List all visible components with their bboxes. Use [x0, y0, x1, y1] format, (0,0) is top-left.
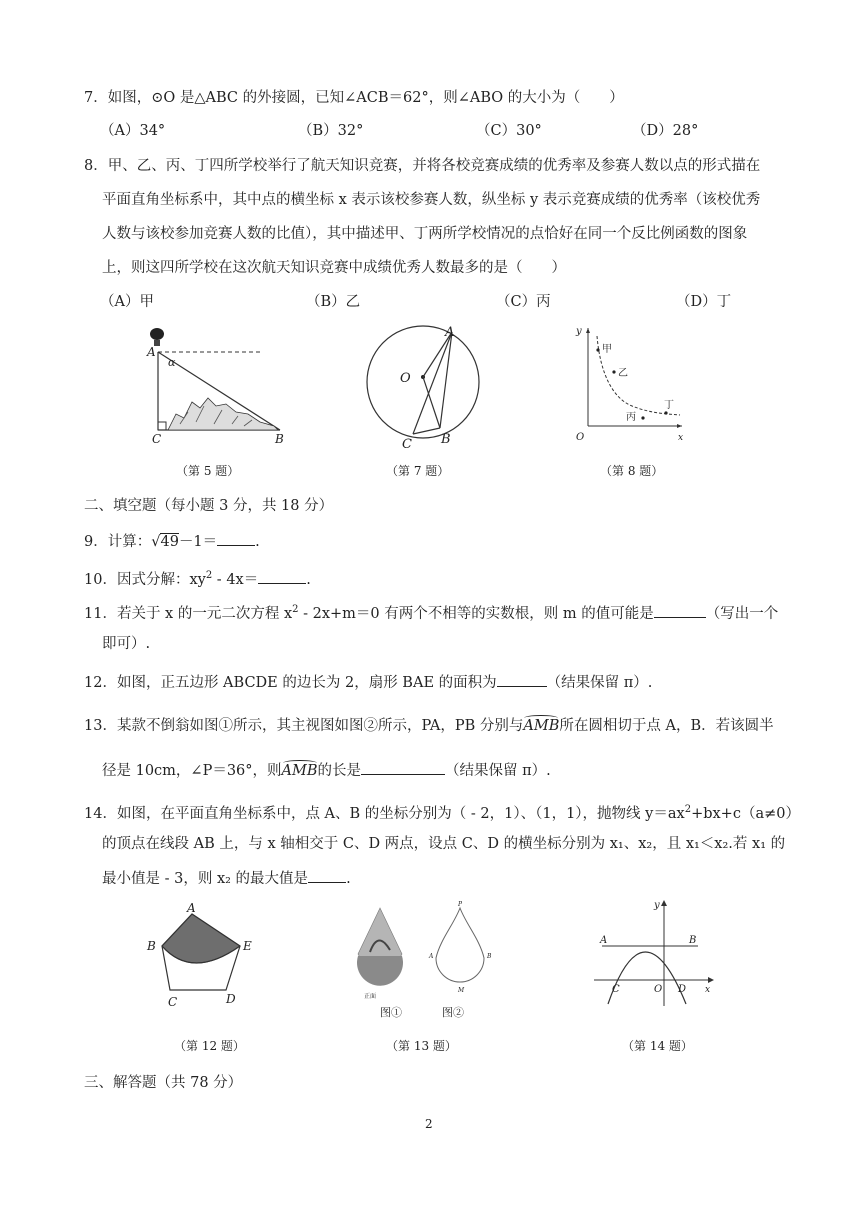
q14-line3a: 最小值是 - 3，则 x₂ 的最大值是 [102, 871, 309, 887]
fig14-label-a: A [600, 935, 608, 946]
fig8-label-yi: 乙 [618, 368, 628, 379]
q7-option-c: （C）30° [476, 123, 542, 139]
fig8-caption: （第 8 题） [600, 464, 664, 478]
figure-14 [590, 896, 720, 1016]
q12 [84, 672, 652, 693]
fig5-label-alpha: α [168, 356, 176, 369]
fig12-label-a: A [187, 901, 196, 915]
fig5-label-b: B [275, 432, 284, 446]
q12-answer-blank [497, 672, 547, 687]
q13-line-1 [84, 716, 774, 736]
balloon-icon [150, 328, 164, 346]
q8-option-c: （C）丙 [496, 294, 551, 310]
q11-prefix: 11．若关于 x 的一元二次方程 x [84, 605, 293, 622]
fig13-label-p: P [458, 901, 463, 908]
q13-line1b: 所在圆相切于点 A，B．若该圆半 [559, 718, 774, 734]
sqrt-symbol: √ [151, 534, 161, 550]
q11-line-1 [84, 600, 778, 624]
q9-end: . [255, 534, 260, 550]
fig7-label-o: O [400, 371, 411, 386]
fig13-caption: （第 13 题） [386, 1039, 457, 1053]
q12-text: 12．如图，正五边形 ABCDE 的边长为 2，扇形 BAE 的面积为 [84, 675, 497, 691]
q9-radicand: 49 [160, 534, 179, 550]
mountain-shape [168, 398, 278, 430]
q9 [84, 531, 260, 552]
fig8-label-o: O [576, 432, 585, 443]
tumbler-photo [357, 908, 403, 986]
q11-line-2: 即可）. [102, 636, 151, 652]
q11-answer-blank [654, 603, 706, 618]
q12-tail: （结果保留 π）. [546, 675, 653, 691]
q11-exp: 2 [292, 604, 299, 615]
section-3-heading: 三、解答题（共 78 分） [84, 1075, 243, 1091]
q10-end: . [306, 571, 311, 588]
fig13-label-b: B [487, 953, 492, 960]
fig14-label-c: C [612, 984, 620, 995]
q7-option-a: （A）34° [100, 123, 166, 139]
q7-option-b: （B）32° [298, 123, 364, 139]
figure-12 [140, 902, 270, 1012]
q13-line1a: 13．某款不倒翁如图①所示，其主视图如图②所示，PA，PB 分别与 [84, 718, 524, 734]
q14-line3b: . [346, 871, 351, 887]
q11-tail: （写出一个 [705, 605, 779, 622]
q14-answer-blank [308, 868, 346, 883]
q8-option-b: （B）乙 [306, 294, 361, 310]
figure-8 [570, 322, 690, 446]
fig13-label-a: A [429, 953, 434, 960]
figure-13 [350, 900, 510, 1025]
fig5-caption: （第 5 题） [176, 464, 240, 478]
q9-prefix: 9．计算： [84, 534, 152, 550]
page-number: 2 [425, 1117, 433, 1131]
q13-line2b: 的长是 [317, 763, 362, 779]
q13-line2a: 径是 10cm，∠P＝36°，则 [102, 763, 282, 779]
fig5-label-a: A [147, 345, 156, 359]
q10-exp: 2 [205, 570, 213, 581]
fig13-label-fig1: 图① [380, 1006, 402, 1019]
fig12-label-d: D [226, 992, 236, 1006]
q8-line-3: 人数与该校参加竞赛人数的比值），其中描述甲、丁两所学校情况的点恰好在同一个反比例函数的图象 [102, 226, 748, 242]
q14-line1b: +bx+c（a≠0） [691, 805, 800, 822]
q13-tail: （结果保留 π）. [445, 763, 551, 779]
fig14-label-b: B [689, 935, 697, 946]
fig7-caption: （第 7 题） [386, 464, 450, 478]
q11-rest: - 2x+m＝0 有两个不相等的实数根，则 m 的值可能是 [298, 605, 654, 622]
q13-answer-blank [361, 760, 445, 775]
q13-arc-amb: AMB [523, 718, 559, 734]
fig12-label-b: B [147, 939, 156, 953]
q14-line1a: 14．如图，在平面直角坐标系中，点 A、B 的坐标分别为（ - 2，1）、（1，1），抛物线 y＝ax [84, 805, 685, 822]
q10-answer-blank [258, 569, 306, 584]
q8-line-1: 8．甲、乙、丙、丁四所学校举行了航天知识竞赛，并将各校竞赛成绩的优秀率及参赛人数以点的形式描在 [84, 158, 761, 174]
fig7-label-c: C [402, 437, 412, 452]
q14-line-1 [84, 800, 800, 824]
figure-5 [140, 322, 300, 447]
fig7-label-a: A [445, 325, 455, 340]
fig12-label-c: C [168, 995, 178, 1009]
fig8-label-jia: 甲 [602, 344, 612, 355]
q8-option-a: （A）甲 [100, 294, 154, 310]
q14-exp: 2 [684, 804, 692, 815]
fig14-caption: （第 14 题） [622, 1039, 693, 1053]
q10-prefix: 10．因式分解：xy [84, 571, 206, 588]
q8-line-2: 平面直角坐标系中，其中点的横坐标 x 表示该校参赛人数，纵坐标 y 表示竞赛成绩的优秀率（该校优秀 [102, 192, 761, 208]
fig14-label-y: y [654, 900, 660, 911]
fig5-label-c: C [152, 432, 162, 446]
section-2-heading: 二、填空题（每小题 3 分，共 18 分） [84, 498, 334, 514]
q13-line-2 [102, 760, 551, 781]
fig14-label-d: D [678, 984, 687, 995]
fig8-label-ding: 丁 [664, 400, 674, 411]
fig14-label-o: O [654, 984, 663, 995]
q8-line-4: 上，则这四所学校在这次航天知识竞赛中成绩优秀人数最多的是（ ） [102, 260, 566, 276]
q9-rest: －1＝ [178, 534, 218, 550]
fig8-label-y: y [576, 326, 582, 337]
fig13-label-fig2: 图② [442, 1006, 464, 1019]
q7-option-d: （D）28° [632, 123, 699, 139]
fig13-label-m: M [458, 987, 465, 994]
fig12-label-e: E [243, 939, 252, 953]
q8-option-d: （D）丁 [676, 294, 732, 310]
q9-answer-blank [217, 531, 255, 546]
q7-stem: 7．如图，⊙O 是△ABC 的外接圆，已知∠ACB＝62°，则∠ABO 的大小为（ ） [84, 90, 624, 106]
fig7-label-b: B [441, 432, 451, 447]
fig14-label-x: x [705, 985, 711, 995]
q10-rest: - 4x＝ [212, 571, 259, 588]
fig13-label-front: 正面 [364, 993, 377, 1000]
q14-line-2: 的顶点在线段 AB 上，与 x 轴相交于 C、D 两点，设点 C、D 的横坐标分别为 x₁、x₂，且 x₁＜x₂.若 x₁ 的 [102, 836, 786, 852]
fig8-label-bing: 丙 [626, 412, 636, 423]
fig12-caption: （第 12 题） [174, 1039, 245, 1053]
figure-7 [360, 322, 490, 450]
fig8-label-x: x [678, 433, 684, 443]
q10 [84, 566, 311, 590]
q13-arc-amb-2: AMB [282, 763, 318, 779]
q14-line-3 [102, 868, 351, 889]
